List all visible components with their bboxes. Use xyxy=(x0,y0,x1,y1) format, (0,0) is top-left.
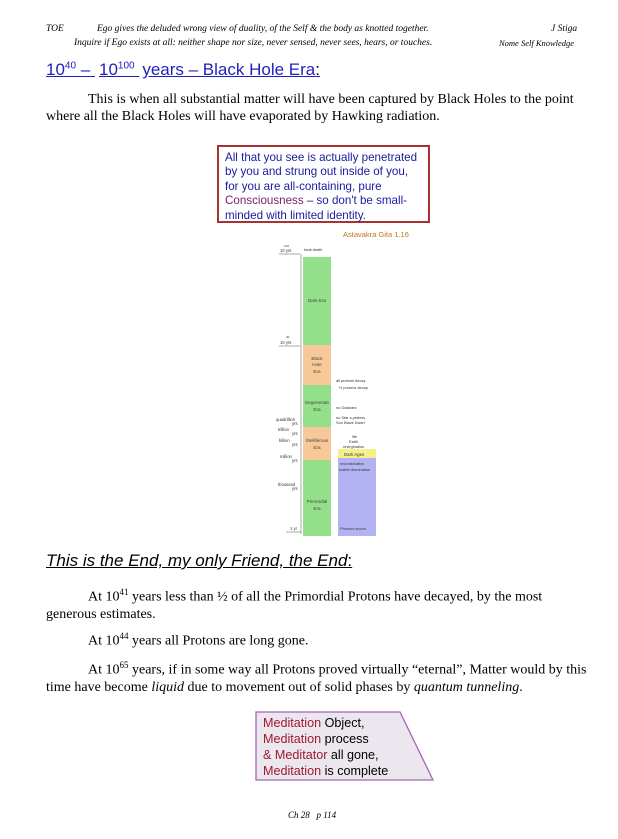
right-label: Photons epoch xyxy=(340,526,366,531)
page-footer xyxy=(288,810,336,820)
text: is complete xyxy=(321,764,389,778)
dash: – xyxy=(80,60,91,79)
meditation-word: & Meditator xyxy=(263,748,328,762)
text: At 10 xyxy=(88,633,120,649)
right-label: all protons decay xyxy=(336,378,366,383)
left-label: 10 yrs xyxy=(280,340,292,345)
text: years all Protons are long gone. xyxy=(128,633,309,649)
header-source: Nome Self Knowledge xyxy=(499,38,575,48)
exponent: 40 xyxy=(64,60,77,72)
meditation-box xyxy=(255,711,435,782)
exponent-base: 10 xyxy=(46,60,65,79)
text: . xyxy=(519,679,523,695)
left-label: 10 yrs xyxy=(280,248,292,253)
left-label: 1 yr xyxy=(290,526,297,531)
colon: : xyxy=(315,60,320,79)
right-label: Sun Black Dwarf xyxy=(336,420,365,425)
left-label: trillion xyxy=(278,427,289,432)
emphasis: liquid xyxy=(151,679,185,695)
exponent: 65 xyxy=(119,660,129,670)
quote-box xyxy=(217,145,430,223)
text: all gone, xyxy=(327,748,379,762)
quote-text-part2: – so don't be small-minded with limited identity. xyxy=(225,194,408,222)
paragraph-black-hole-era xyxy=(46,91,591,125)
left-label: quadrillion xyxy=(276,417,296,422)
section-title: This is the End, my only Friend, the End xyxy=(46,551,348,570)
era-label: Black xyxy=(311,356,323,361)
left-label: yrs xyxy=(292,431,298,436)
header-left: TOE xyxy=(46,24,64,34)
paragraph-text: This is when all substantial matter will have been captured by Black Holes to the point where all the Black Holes will have evaporated by Hawking radiation. xyxy=(46,92,574,124)
era-label: Hole xyxy=(312,362,322,367)
left-label: yrs xyxy=(292,486,298,491)
meditation-word: Meditation xyxy=(263,764,322,778)
paragraph-proton-decay xyxy=(46,584,591,623)
era-label: Era xyxy=(313,506,321,511)
era-label: Dark Era xyxy=(307,298,327,303)
exponent-base: 10 xyxy=(98,60,118,79)
left-axis-labels xyxy=(276,244,301,532)
left-label: 40 xyxy=(286,335,290,339)
text: At 10 xyxy=(88,662,120,678)
text: Object, xyxy=(321,716,365,730)
left-label: yrs xyxy=(292,442,298,447)
right-label: life xyxy=(352,434,357,439)
right-label: matter domination xyxy=(339,467,371,472)
section-label: years – Black Hole Era xyxy=(142,60,316,79)
right-label: no Galaxies xyxy=(336,405,357,410)
footer-page: p 114 xyxy=(316,810,337,820)
section-heading-the-end xyxy=(46,551,352,571)
meditation-word: Meditation xyxy=(263,716,322,730)
quote-attribution: Astavakra Gita 1.16 xyxy=(343,230,409,239)
quote-text-part1: All that you see is actually penetrated by you and strung out inside of you, for you are all-containing, pure xyxy=(225,151,418,193)
right-label: Dark Ages xyxy=(344,452,365,457)
paragraph-protons-gone xyxy=(46,628,591,650)
left-label: yrs xyxy=(292,458,298,463)
right-label: Earth xyxy=(349,439,359,444)
meditation-text xyxy=(263,715,388,779)
text: At 10 xyxy=(88,589,120,605)
left-label: billion xyxy=(279,438,290,443)
section-heading-black-hole-era xyxy=(46,60,320,80)
header-title-line2: Inquire if Ego exists at all: neither shape nor size, never sensed, never sees, hears, or touches. xyxy=(74,38,433,48)
era-block-primordial xyxy=(303,460,331,536)
right-label: no Star s-ystems xyxy=(336,415,366,420)
right-label: ½ protons decay xyxy=(339,385,368,390)
right-label: recombination xyxy=(340,461,365,466)
era-label: Era xyxy=(313,445,321,450)
header-title-line1: Ego gives the deluded wrong view of duality, of the Self & the body as knotted together. xyxy=(97,24,429,34)
era-label: Stelliferous xyxy=(305,438,329,443)
exponent: 100 xyxy=(117,60,135,72)
quote-consciousness: Consciousness xyxy=(225,194,304,208)
era-block-stelliferous xyxy=(303,427,331,460)
right-label: heat death xyxy=(304,247,323,252)
left-label: yrs xyxy=(292,421,298,426)
emphasis: quantum tunneling xyxy=(413,679,520,695)
exponent: 44 xyxy=(119,631,129,641)
left-label: 100 xyxy=(284,244,290,248)
text: years, if in some way all Protons proved virtually “eternal”, Matter would by this time have become xyxy=(46,662,587,695)
era-label: Degenerate xyxy=(304,400,330,405)
text: process xyxy=(321,732,369,746)
header-author: J Stiga xyxy=(551,24,578,34)
footer-chapter: Ch 28 xyxy=(288,810,310,820)
colon: : xyxy=(347,551,353,570)
paragraph-matter-liquid xyxy=(46,657,594,696)
right-label: revirgination xyxy=(343,444,365,449)
universe-timeline-figure xyxy=(276,238,382,540)
left-label: thousand xyxy=(278,482,296,487)
era-label: Primordial xyxy=(306,499,328,504)
text: years less than ½ of all the Primordial Protons have decayed, by the most generous estimates. xyxy=(46,589,543,622)
exponent: 41 xyxy=(119,587,129,597)
header xyxy=(46,24,586,54)
left-label: million xyxy=(280,454,292,459)
text: due to movement out of solid phases by xyxy=(184,679,414,695)
era-label: Era xyxy=(313,369,321,374)
era-block-degenerate xyxy=(303,385,331,427)
era-label: Era xyxy=(313,407,321,412)
meditation-word: Meditation xyxy=(263,732,322,746)
